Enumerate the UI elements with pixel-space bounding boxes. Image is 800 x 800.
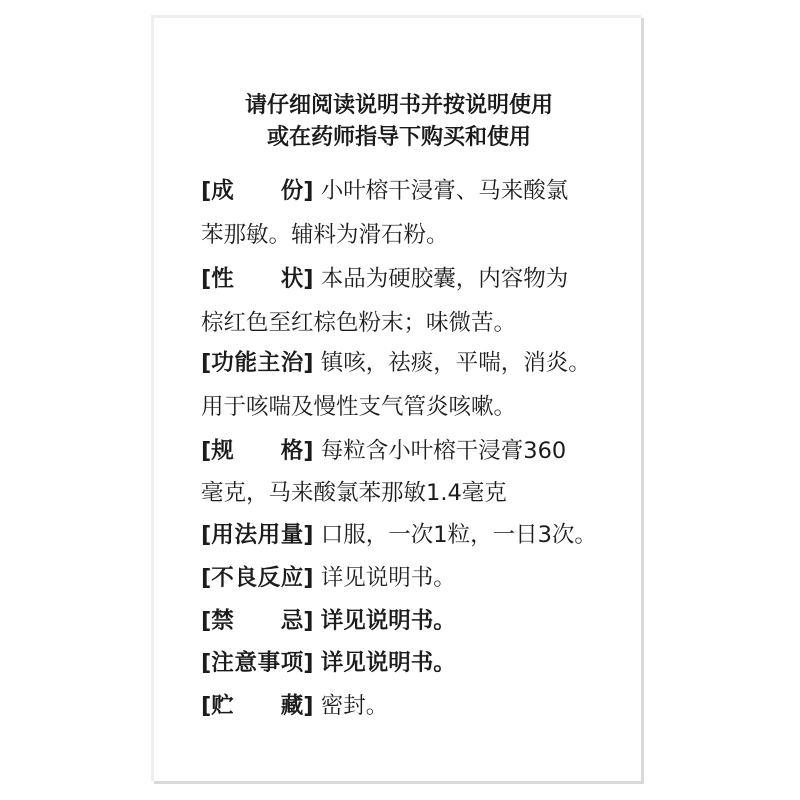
section-indications-cont <box>201 392 516 422</box>
section-label: [规格] <box>201 438 314 464</box>
section-content: 镇咳，祛痰，平喘，消炎。 <box>320 350 591 376</box>
section-content: 小叶榕干浸膏、马来酸氯 <box>320 178 569 204</box>
section-label: [性状] <box>201 266 314 292</box>
section-label: [用法用量] <box>201 522 314 548</box>
section-label: [注意事项] <box>201 650 314 676</box>
section-storage <box>201 691 388 721</box>
section-content: 毫克，马来酸氯苯那敏1.4毫克 <box>201 480 507 506</box>
section-content: 苯那敏。辅料为滑石粉。 <box>201 222 449 248</box>
section-content: 详见说明书。 <box>320 565 456 591</box>
section-content: 用于咳喘及慢性支气管炎咳嗽。 <box>201 394 517 420</box>
section-adverse-reactions <box>201 563 456 593</box>
section-content: 棕红色至红棕色粉末；味微苦。 <box>201 310 517 336</box>
section-description-cont <box>201 308 516 338</box>
section-content: 密封。 <box>320 693 389 719</box>
section-indications <box>201 348 591 378</box>
section-content: 详见说明书。 <box>320 608 456 634</box>
section-label: [成份] <box>201 178 314 204</box>
section-dosage <box>201 520 597 550</box>
section-label: [禁忌] <box>201 608 314 634</box>
section-specification-cont <box>201 478 507 508</box>
header-line-1: 请仔细阅读说明书并按说明使用 <box>244 93 553 118</box>
section-label: [不良反应] <box>201 565 314 591</box>
section-content: 本品为硬胶囊，内容物为 <box>320 266 569 292</box>
section-ingredients-cont <box>201 220 449 250</box>
section-description <box>201 264 568 294</box>
section-label: [贮藏] <box>201 693 314 719</box>
section-contraindications <box>201 606 456 636</box>
section-content: 每粒含小叶榕干浸膏360 <box>320 438 567 464</box>
section-specification <box>201 436 566 466</box>
section-content: 详见说明书。 <box>320 650 456 676</box>
header-line-2: 或在药师指导下购买和使用 <box>266 125 531 150</box>
section-precautions <box>201 648 456 678</box>
section-content: 口服，一次1粒，一日3次。 <box>320 522 597 548</box>
header <box>154 90 644 154</box>
section-label: [功能主治] <box>201 350 314 376</box>
section-ingredients <box>201 176 568 206</box>
